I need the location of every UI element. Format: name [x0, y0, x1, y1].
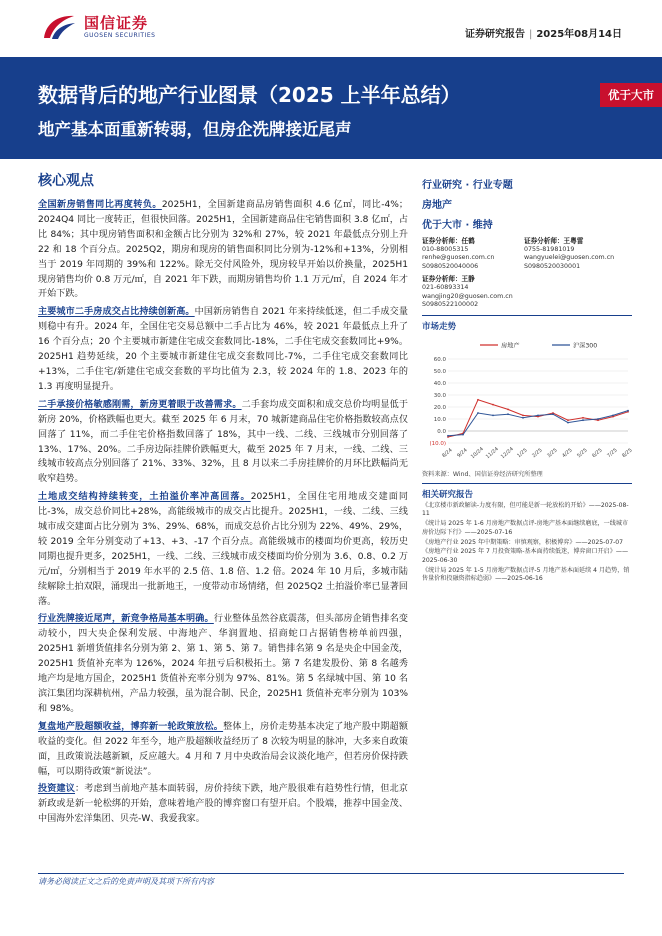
data-point	[582, 419, 584, 421]
paragraph-lead: 主要城市二手房成交占比持续创新高。	[38, 307, 195, 318]
industry-name: 房地产	[422, 200, 452, 211]
x-tick-label: 9/24	[456, 447, 469, 459]
sidebar-column	[422, 176, 632, 585]
related-reports-list	[422, 502, 632, 584]
core-paragraph	[38, 198, 408, 302]
section-divider	[422, 315, 632, 316]
paragraph-body: 二手套均成交面积和成交总价均明显低于新房 20%，价格跌幅也更大。截至 2025 年 6 月末，70 城新建商品住宅价格指数较高点仅回落了 11%，而二手住宅价格指数回落了 18%，其中一线、二线、三线城市分别回落了 13%、17%、20%。二手房边际挂牌价跌幅更大，截至 2025 年 7 月末，一线、二线、三线城市较高点分别回落了 21%、33%、32%，且 8 月以来二手房挂牌价的月环比跌幅尚无收窄趋势。	[38, 399, 408, 485]
legend-label: 房地产	[501, 342, 520, 350]
data-point	[462, 433, 464, 435]
paragraph-lead: 复盘地产股超额收益，博弈新一轮政策放松。	[38, 721, 224, 732]
paragraph-body: 2025H1，全国住宅用地成交建面同比-3%，成交总价同比+28%，高能级城市的成交占比提升。2025H1，一线、二线、三线城市成交建面占比分别为 3%、29%、68%，而成交总价占比分别为 22%、49%、29%，较 2019 全年分别变动了+13、+3、-17 个百分点。高能级城市的楼面均价更高，较历史同期也提升更多，2025H1，一线、二线、三线城市成交楼面均价分别为 3.6、0.8、0.2 万元/㎡，分别相当于 2019 年水平的 2.5 倍、1.8 倍、1.2 倍。2024 年 10 月后，多城市陆续解除土拍双限，涌现出一批新地王，一度带动市场情绪，但 2025Q2 土拍溢价率已显著回落。	[38, 492, 408, 607]
data-point	[552, 413, 554, 415]
analyst-phone: 021-60893314	[422, 283, 469, 291]
data-point	[477, 399, 479, 401]
guosen-logo-mark-icon	[40, 12, 78, 42]
core-views-column	[38, 170, 408, 830]
guosen-logo	[40, 12, 155, 42]
report-subtitle: 地产基本面重新转弱，但房企洗牌接近尾声	[38, 120, 352, 139]
related-reports-title: 相关研究报告	[422, 489, 474, 500]
x-tick-label: 7/25	[606, 447, 619, 459]
analyst-card	[422, 237, 524, 271]
report-meta	[465, 25, 622, 40]
analyst-email[interactable]: wangjing20@guosen.com.cn	[422, 292, 513, 300]
y-tick-label: 30.0	[433, 392, 446, 399]
data-point	[507, 413, 509, 415]
market-trend-chart	[422, 335, 632, 467]
x-tick-label: 10/24	[469, 446, 485, 460]
analyst-license: S0980522100002	[422, 301, 479, 309]
x-tick-label: 1/25	[516, 447, 529, 459]
core-paragraph	[38, 612, 408, 716]
data-point	[522, 414, 524, 416]
logo-name-en: GUOSEN SECURITIES	[84, 31, 156, 39]
investment-rating: 优于大市 · 维持	[422, 220, 493, 231]
analyst-license: S0980520030001	[524, 262, 581, 270]
title-banner	[0, 57, 662, 159]
footer-disclaimer: 请务必阅读正文之后的免责声明及其项下所有内容	[38, 877, 214, 886]
data-point	[507, 408, 509, 410]
paragraph-lead: 二手承接价格敏感刚需，新房更着眼于改善需求。	[38, 399, 242, 410]
data-point	[567, 419, 569, 421]
y-tick-label: 10.0	[433, 416, 446, 423]
data-point	[567, 421, 569, 423]
y-tick-label: 40.0	[433, 380, 446, 387]
paragraph-lead: 全国新房销售同比再度转负。	[38, 200, 162, 210]
analyst-name: 证券分析师：王粤雷	[524, 237, 584, 245]
x-tick-label: 2/25	[531, 447, 544, 459]
rating-badge: 优于大市	[600, 83, 662, 107]
x-tick-label: 12/24	[499, 446, 515, 460]
core-paragraph	[38, 782, 408, 827]
analyst-name: 证券分析师：王静	[422, 275, 475, 284]
data-point	[612, 414, 614, 416]
paragraph-lead: 行业洗牌接近尾声，新竞争格局基本明确。	[38, 614, 214, 625]
chart-source: 资料来源：Wind、国信证券经济研究所整理	[422, 470, 543, 478]
data-point	[447, 435, 449, 437]
y-tick-label: (10.0)	[429, 440, 446, 447]
core-views-title: 核心观点	[38, 173, 94, 189]
report-date: 2025年08月14日	[536, 29, 622, 40]
y-tick-label: 60.0	[433, 356, 446, 363]
analyst-phone: 010-88005315	[422, 245, 469, 253]
x-tick-label: 4/25	[561, 447, 574, 459]
paragraph-body: ：考虑到当前地产基本面转弱，房价持续下跌，地产股很难有趋势性行情，但北京新政或是新一轮松绑的开始，意味着地产股的博弈窗口有望开启。个股端，推荐中国金茂、中国海外宏洋集团、贝壳-W、我爱我家。	[38, 784, 408, 825]
footer-divider	[38, 873, 624, 874]
y-tick-label: 20.0	[433, 404, 446, 411]
meta-separator: |	[528, 29, 533, 40]
related-report-item[interactable]: 《房地产行业 2025 年 7 月投资策略-基本面持续低迷，博弈窗口开启》——2025-06-30	[422, 548, 629, 564]
data-point	[597, 418, 599, 420]
data-point	[627, 409, 629, 411]
analyst-license: S0980520040006	[422, 262, 479, 270]
paragraph-lead: 投资建议	[38, 784, 76, 795]
logo-name-cn: 国信证券	[84, 13, 149, 32]
paragraph-body: 整体上，房价走势基本决定了地产股中期超额收益的变化。但 2022 年至今，地产股超额收益经历了 8 次较为明显的脉冲，大多来自政策面，且政策说法越新颖，反应越大。4 月和 7 月中央政治局会议淡化地产，但若房价保持跌幅，可以期待政策“新说法”。	[38, 721, 408, 777]
data-point	[582, 417, 584, 419]
x-tick-label: 5/25	[576, 447, 589, 459]
related-report-item[interactable]: 《统计局 2025 年 1-6 月房地产数据点评-房地产基本面继续磨底，一线城市房价边际下行》——2025-07-16	[422, 520, 629, 536]
series-line-csi300	[448, 410, 628, 435]
paragraph-body: 中国新房销售自 2021 年来持续低迷，但二手成交量则稳中有升。2024 年，全国住宅交易总额中二手占比为 46%，较 2021 年最低点上升了 16 个百分点；20 个主要城市新建住宅成交套数同比-18%，二手住宅成交套数同比+9%。2025H1 趋势延续，20 个主要城市新建住宅成交套数同比-7%，二手住宅成交套数同比+13%，二手住宅/新建住宅成交套数的平均比值为 2.3，较 2024 年的 1.8、2023 年的 1.3 再度明显提升。	[38, 307, 408, 392]
data-point	[537, 414, 539, 416]
x-tick-label: 11/24	[484, 446, 500, 460]
paragraph-body: 行业整体虽然谷底震荡，但头部房企销售排名变动较小，四大央企保利发展、中海地产、华润置地、招商蛇口占据销售榜单前四强，2025H1 新增货值排名分别为第 2、第 1、第 5、第 7。销售排名第 9 名是央企中国金茂，2025H1 货值补充率为 126%，2024 年扭亏后积极拓土。第 7 名建发股份、第 8 名越秀地产均是地方国企，2025H1 货值补充率分别为 97%、81%。第 5 名绿城中国、第 10 名滨江集团均深耕杭州，产品力较强，虽为混合制、民企，2025H1 货值补充率分别为 103%和 98%。	[38, 614, 408, 714]
data-point	[492, 403, 494, 405]
analyst-card	[422, 275, 632, 309]
related-report-item[interactable]: 《房地产行业 2025 年中期策略：审慎观察，积极博弈》——2025-07-07	[422, 538, 624, 546]
report-title: 数据背后的地产行业图景（2025 上半年总结）	[38, 83, 461, 107]
x-tick-label: 8/24	[441, 447, 454, 459]
analyst-name: 证券分析师：任鹤	[422, 237, 475, 245]
data-point	[492, 414, 494, 416]
related-report-item[interactable]: 《统计局 2025 年 1-5 月房地产数据点评-5 月地产基本面延续 4 月趋势，销售量价和投融资指标趋弱》——2025-06-16	[422, 566, 630, 583]
market-trend-title: 市场走势	[422, 321, 457, 332]
analyst-list	[422, 237, 632, 310]
core-paragraph	[38, 305, 408, 394]
related-report-item[interactable]: 《北京楼市新政解读-力度有限，但可能是新一轮放松的开始》——2025-08-11	[422, 501, 629, 518]
core-paragraph	[38, 490, 408, 609]
x-tick-label: 6/25	[591, 447, 604, 459]
paragraph-body: 2025H1，全国新建商品房销售面积 4.6 亿㎡，同比-4%；2024Q4 同比一度转正，但很快回落。2025H1，全国新建商品住宅销售面积 3.8 亿㎡，占比 84%；其中现房销售面积和金额占比分别为 32%和 27%，较 2021 年最低点分别上升 22 和 18 个百分点。2025Q2，期房和现房的销售面积同比分别为-12%和+13%，分别相当于 2019 年同期的 39%和 122%。除无交付风险外，现房较早开始以价换量，2025H1 现房销售均价 0.8 万元/㎡，自 2021 年下跌，而期房销售均价 1.1 万元/㎡，自 2024 年才开始下跌。	[38, 200, 408, 300]
analyst-phone: 0755-81981019	[524, 245, 575, 253]
market-trend-svg	[422, 335, 632, 467]
core-paragraph	[38, 720, 408, 780]
paragraph-lead: 土地成交结构持续转变，土拍溢价率冲高回落。	[38, 492, 251, 503]
report-category: 行业研究 · 行业专题	[422, 180, 513, 191]
x-tick-label: 3/25	[546, 447, 559, 459]
y-tick-label: 50.0	[433, 368, 446, 375]
analyst-card	[524, 237, 632, 271]
report-type: 证券研究报告	[464, 29, 525, 40]
section-divider	[422, 483, 632, 484]
analyst-email[interactable]: wangyuelei@guosen.com.cn	[524, 254, 615, 262]
core-paragraph	[38, 398, 408, 487]
data-point	[477, 412, 479, 414]
y-tick-label: 0.0	[437, 428, 446, 435]
data-point	[522, 417, 524, 419]
x-tick-label: 8/25	[621, 447, 634, 459]
page-header	[0, 0, 662, 56]
analyst-email[interactable]: renhe@guosen.com.cn	[422, 254, 495, 262]
legend-label: 沪深300	[573, 342, 598, 350]
